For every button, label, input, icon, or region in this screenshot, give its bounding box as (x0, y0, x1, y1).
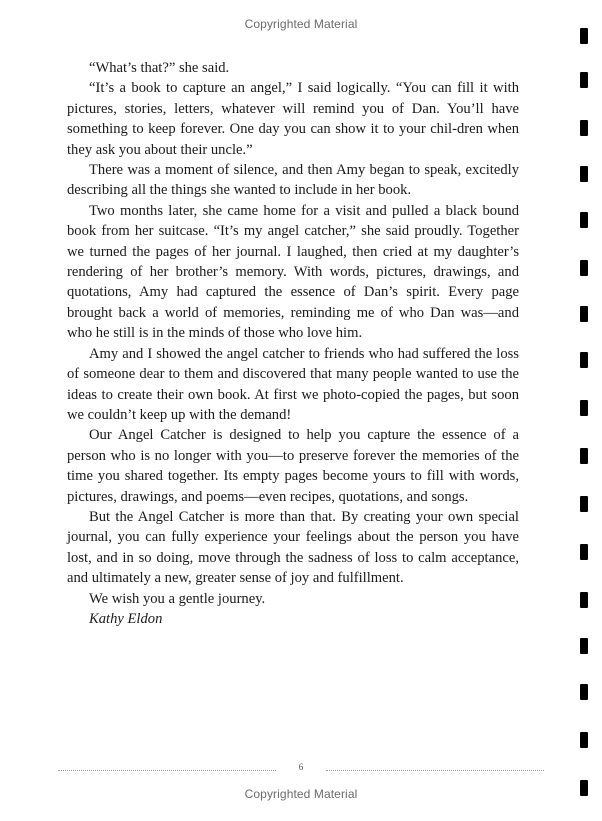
footer-rule-left (58, 770, 276, 771)
binding-hole (580, 28, 588, 44)
paragraph: “It’s a book to capture an angel,” I said logically. “You can fill it with pictures, stories, letters, whatever will remind you of Dan. You’ll have something to keep forever. One day you can show it to your chil-dren when they ask you about their uncle.” (67, 80, 519, 158)
binding-hole (580, 544, 588, 560)
binding-hole (580, 352, 588, 368)
binding-hole (580, 684, 588, 700)
footer-rule-right (326, 770, 544, 771)
binding-hole (580, 732, 588, 748)
binding-hole (580, 212, 588, 228)
binding-hole (580, 448, 588, 464)
paragraph: “What’s that?” she said. (89, 60, 230, 76)
binding-hole (580, 306, 588, 322)
paragraph: Our Angel Catcher is designed to help you capture the essence of a person who is no longer with you—to preserve forever the memories of the time you shared together. Its empty pages become yours to fill with words, pictures, drawings, and poems—even recipes, quotations, and songs. (67, 427, 519, 505)
binding-hole (580, 592, 588, 608)
page-body (67, 58, 519, 629)
binding-hole (580, 166, 588, 182)
copyright-watermark-bottom: Copyrighted Material (244, 787, 358, 801)
paragraph: But the Angel Catcher is more than that. By creating your own special journal, you can fully experience your feelings about the person you have lost, and in so doing, move through the sadness of loss to calm acceptance, and ultimately a new, greater sense of joy and fulfillment. (67, 508, 519, 587)
binding-hole (580, 72, 588, 88)
binding-hole (580, 638, 588, 654)
binding-hole (580, 496, 588, 512)
binding-hole (580, 400, 588, 416)
page-number: 6 (298, 762, 304, 772)
binding-hole (580, 780, 588, 796)
paragraph: Two months later, she came home for a visit and pulled a black bound book from her suitcase. “It’s my angel catcher,” she said proudly. Together we turned the pages of her journal. I laughed, then cried at my daughter’s rendering of her brother’s memory. With words, pictures, drawings, and quotations, Amy had captured the essence of Dan’s spirit. Every page brought back a world of memories, reminding me of who Dan was—and who he still is in the minds of those who love him. (67, 202, 519, 342)
paragraph: There was a moment of silence, and then Amy began to speak, excitedly describing all the things she wanted to include in her book. (67, 162, 519, 199)
paragraph: We wish you a gentle journey. (89, 590, 266, 607)
paragraph: Amy and I showed the angel catcher to friends who had suffered the loss of someone dear to them and discovered that many people wanted to use the ideas to create their own book. At first we photo-copied the pages, but soon we couldn’t keep up with the demand! (67, 345, 519, 423)
copyright-watermark-top: Copyrighted Material (244, 17, 358, 31)
binding-hole (580, 260, 588, 276)
author-signature: Kathy Eldon (89, 610, 163, 627)
binding-hole (580, 120, 588, 136)
